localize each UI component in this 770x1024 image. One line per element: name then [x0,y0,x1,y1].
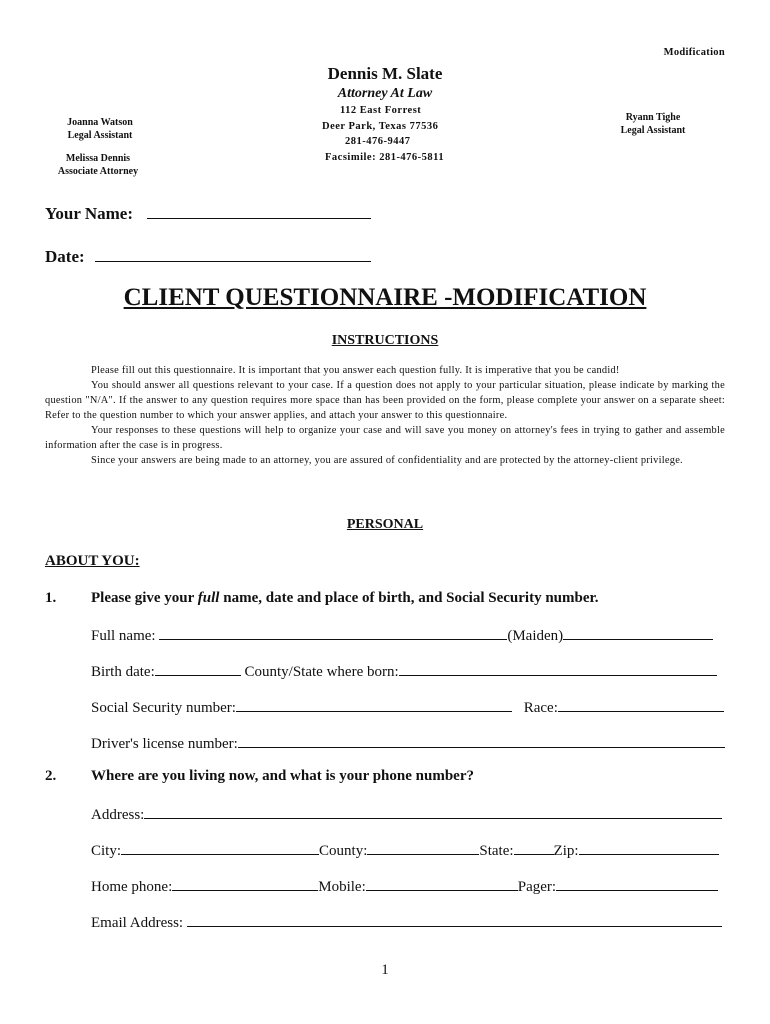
county-label: County: [319,843,368,859]
date-field[interactable] [95,247,371,262]
phone-row [91,876,718,896]
address-label: Address: [91,807,145,823]
zip-field[interactable] [579,840,719,855]
attorney-name: Dennis M. Slate [327,64,443,83]
city-field[interactable] [121,840,319,855]
date-row [45,247,371,267]
birth-row [91,661,717,681]
mobile-field[interactable] [366,876,518,891]
letterhead-address [300,103,470,165]
facsimile-number: Facsimile: 281-476-5811 [325,151,445,163]
pager-field[interactable] [556,876,718,891]
drivers-license-label: Driver's license number: [91,736,238,752]
staff-role: Legal Assistant [67,129,133,141]
attorney-title: Attorney At Law [337,86,433,101]
instructions-body [45,363,725,468]
staff-left-2 [43,153,153,178]
staff-name: Melissa Dennis [65,153,131,164]
date-label: Date: [45,247,85,266]
document-type-label: Modification [663,47,725,58]
home-phone-label: Home phone: [91,879,173,895]
pager-label: Pager: [517,879,557,895]
state-field[interactable] [514,840,554,855]
instructions-heading: INSTRUCTIONS [331,333,439,348]
your-name-label: Your Name: [45,204,133,223]
ssn-field[interactable] [236,697,512,712]
page-number: 1 [381,962,389,978]
question-1-number: 1. [45,590,57,606]
address-line-1: 112 East Forrest [340,105,422,116]
document-title: CLIENT QUESTIONNAIRE -MODIFICATION [123,284,647,311]
full-name-field[interactable] [159,625,507,640]
staff-role: Legal Assistant [620,124,686,136]
city-label: City: [91,843,122,859]
ssn-label: Social Security number: [91,700,236,716]
instructions-paragraph-3: Your responses to these questions will help to organize your case and will save you money on attorney's fees in trying to gather and assemble information after the case is in progress. [45,425,725,451]
address-row [91,804,722,824]
home-phone-field[interactable] [172,876,318,891]
address-line-2: Deer Park, Texas 77536 [322,120,439,132]
race-field[interactable] [558,697,724,712]
county-state-born-field[interactable] [399,661,717,676]
maiden-label: (Maiden) [507,628,564,644]
instructions-paragraph-1: Please fill out this questionnaire. It is important that you answer each question fully. It is imperative that you be candid! [91,365,620,376]
your-name-row [45,204,371,224]
question-1-text-italic: full [197,590,220,606]
drivers-license-row [91,733,725,753]
instructions-paragraph-4: Since your answers are being made to an attorney, you are assured of confidentiality and are protected by the attorney-client privilege. [91,455,683,466]
email-field[interactable] [187,912,722,927]
county-field[interactable] [367,840,479,855]
zip-label: Zip: [553,843,579,859]
email-label: Email Address: [91,915,187,931]
mobile-label: Mobile: [318,879,366,895]
ssn-row [91,697,724,717]
state-label: State: [479,843,514,859]
staff-name: Ryann Tighe [625,112,681,123]
question-2-number: 2. [45,768,57,784]
drivers-license-field[interactable] [238,733,725,748]
city-row [91,840,719,860]
your-name-field[interactable] [147,204,371,219]
staff-role: Associate Attorney [57,165,139,177]
section-heading: PERSONAL [346,517,424,532]
phone-number: 281-476-9447 [345,136,411,147]
question-1-text-before: Please give your [91,590,198,606]
staff-left-1 [45,117,155,142]
birth-date-field[interactable] [155,661,241,676]
birth-date-label: Birth date: [91,664,155,680]
question-1-text-after: name, date and place of birth, and Social Security number. [219,590,599,606]
staff-right [598,112,708,137]
question-1-text [91,590,599,607]
full-name-row [91,625,713,645]
county-state-born-label: County/State where born: [240,664,399,680]
section-subheading: ABOUT YOU: [45,553,140,569]
email-row [91,912,722,932]
maiden-name-field[interactable] [563,625,713,640]
race-label: Race: [523,700,558,716]
address-field[interactable] [144,804,722,819]
question-2-text: Where are you living now, and what is your phone number? [91,768,474,784]
full-name-label: Full name: [91,628,160,644]
staff-name: Joanna Watson [67,117,133,128]
instructions-paragraph-2: You should answer all questions relevant to your case. If a question does not apply to your particular situation, please indicate by marking the question "N/A". If the answer to any question requires more space than has been provided on the form, please complete your answer on a separate sheet: Refer to the question number to which your answer applies, and attach your answer to this questionnaire. [45,380,725,421]
